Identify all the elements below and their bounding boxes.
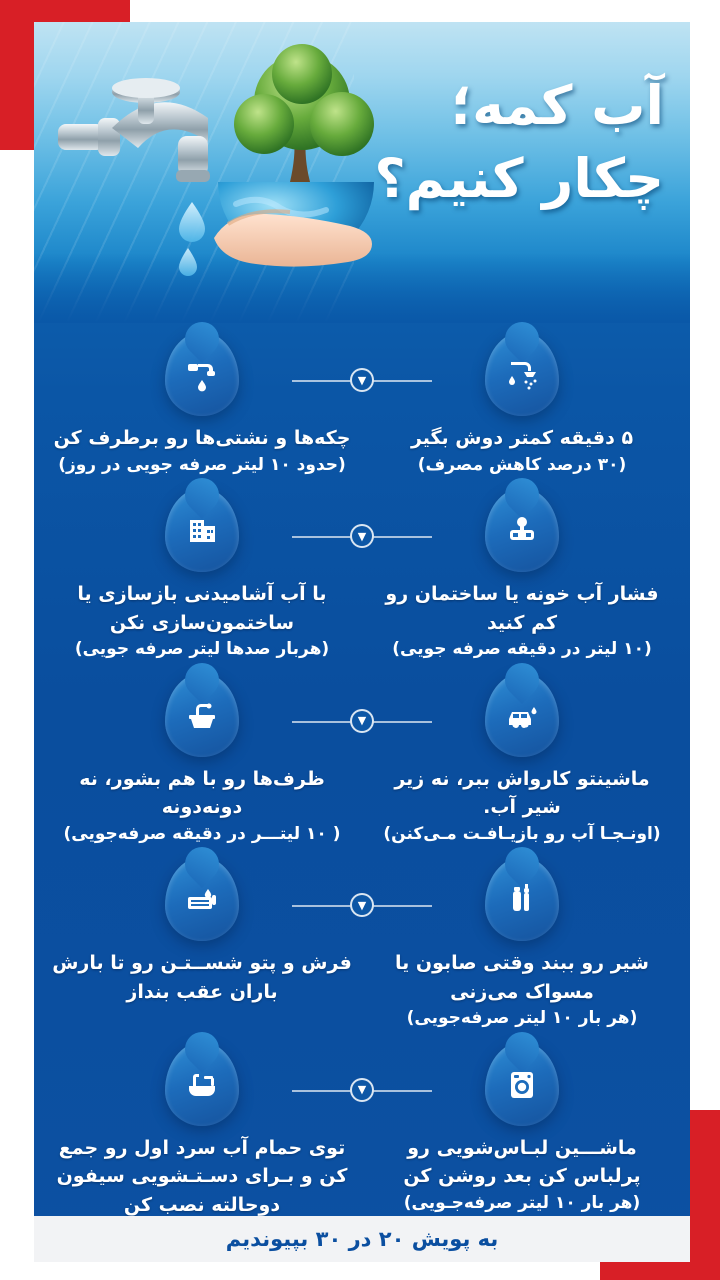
faucet-globe-tree-icon (50, 32, 380, 322)
row-connector (292, 1082, 432, 1098)
tip-subtext: (۳۰ درصد کاهش مصرف) (417, 454, 627, 475)
footer-banner (34, 1216, 690, 1262)
tip-text: ماشینتو کارواش ببر، نه زیر شیر آب. (394, 767, 650, 818)
tip-text: چکه‌ها و نشتی‌ها رو برطرف کن (53, 427, 351, 449)
tip-subtext: (اونـجـا آب رو بازیـافـت مـی‌کنن) (383, 823, 661, 844)
bathtub-icon (165, 1042, 239, 1126)
building-icon (165, 488, 239, 572)
tip-text: ماشـــین لبـاس‌شویی رو پرلباس کن بعد روشن کن (403, 1136, 641, 1187)
tip-row (34, 332, 690, 478)
tip-item (52, 673, 352, 848)
tip-text: توی حمام آب سرد اول رو جمع کن و بـرای دسـتـشویی سیفون دوحالته نصب کن (56, 1136, 348, 1216)
tip-item (372, 857, 672, 1032)
tip-item (52, 488, 352, 663)
tip-subtext: (۱۰ لیتر در دقیقه صرفه جویی) (392, 639, 652, 659)
page-title (374, 74, 664, 210)
title-line-2: چکار کنیم؟ (374, 146, 664, 210)
tip-item (372, 1042, 672, 1220)
car-wash-icon (485, 673, 559, 757)
tip-subtext: (هر بار ۱۰ لیتر صرفه‌جـویی) (403, 1192, 641, 1213)
washing-machine-icon (485, 1042, 559, 1126)
toothbrush-icon (485, 857, 559, 941)
tip-text: ظرف‌ها رو با هم بشور، نه دونه‌دونه (79, 767, 325, 818)
tip-subtext: (هر بار ۱۰ لیتر صرفه‌جویی) (406, 1008, 638, 1028)
footer-text: به پویش ۲۰ در ۳۰ بپیوندیم (225, 1227, 499, 1251)
faucet-drip-icon (165, 332, 239, 416)
tip-row (34, 488, 690, 663)
tip-item (372, 332, 672, 478)
shower-icon (485, 332, 559, 416)
tip-row (34, 673, 690, 848)
arrow-down-icon: ▼ (350, 709, 374, 733)
title-line-1: آب کمه؛ (450, 74, 664, 137)
poster-body (34, 22, 690, 1262)
tip-text: فشار آب خونه یا ساختمان رو کم کنید (385, 583, 659, 634)
arrow-down-icon: ▼ (350, 893, 374, 917)
row-connector (292, 713, 432, 729)
tip-row (34, 1042, 690, 1220)
tip-item (52, 332, 352, 478)
arrow-down-icon: ▼ (350, 1078, 374, 1102)
row-connector (292, 528, 432, 544)
tip-text: فرش و پتو شســتـن رو تا بارش باران عقب بنداز (52, 952, 352, 1003)
pressure-valve-icon (485, 488, 559, 572)
tip-item (52, 857, 352, 1032)
row-connector (292, 897, 432, 913)
arrow-down-icon: ▼ (350, 368, 374, 392)
tip-subtext: ( ۱۰ لیتـــر در دقیقه صرفه‌جویی) (63, 823, 341, 844)
tip-item (372, 488, 672, 663)
tips-list (34, 322, 690, 1229)
tip-text: ۵ دقیقه کمتر دوش بگیر (410, 427, 634, 449)
tip-item (52, 1042, 352, 1220)
tip-subtext: (حدود ۱۰ لیتر صرفه جویی در روز) (58, 454, 346, 475)
dishwashing-sink-icon (165, 673, 239, 757)
tip-item (372, 673, 672, 848)
tip-text: با آب آشامیدنی بازسازی یا ساختمون‌سازی نکن (77, 583, 327, 634)
row-connector (292, 372, 432, 388)
tip-row (34, 857, 690, 1032)
carpet-washing-icon (165, 857, 239, 941)
tip-subtext: (هربار صدها لیتر صرفه جویی) (74, 639, 330, 659)
arrow-down-icon: ▼ (350, 524, 374, 548)
tip-text: شیر رو ببند وقتی صابون یا مسواک می‌زنی (395, 952, 649, 1003)
